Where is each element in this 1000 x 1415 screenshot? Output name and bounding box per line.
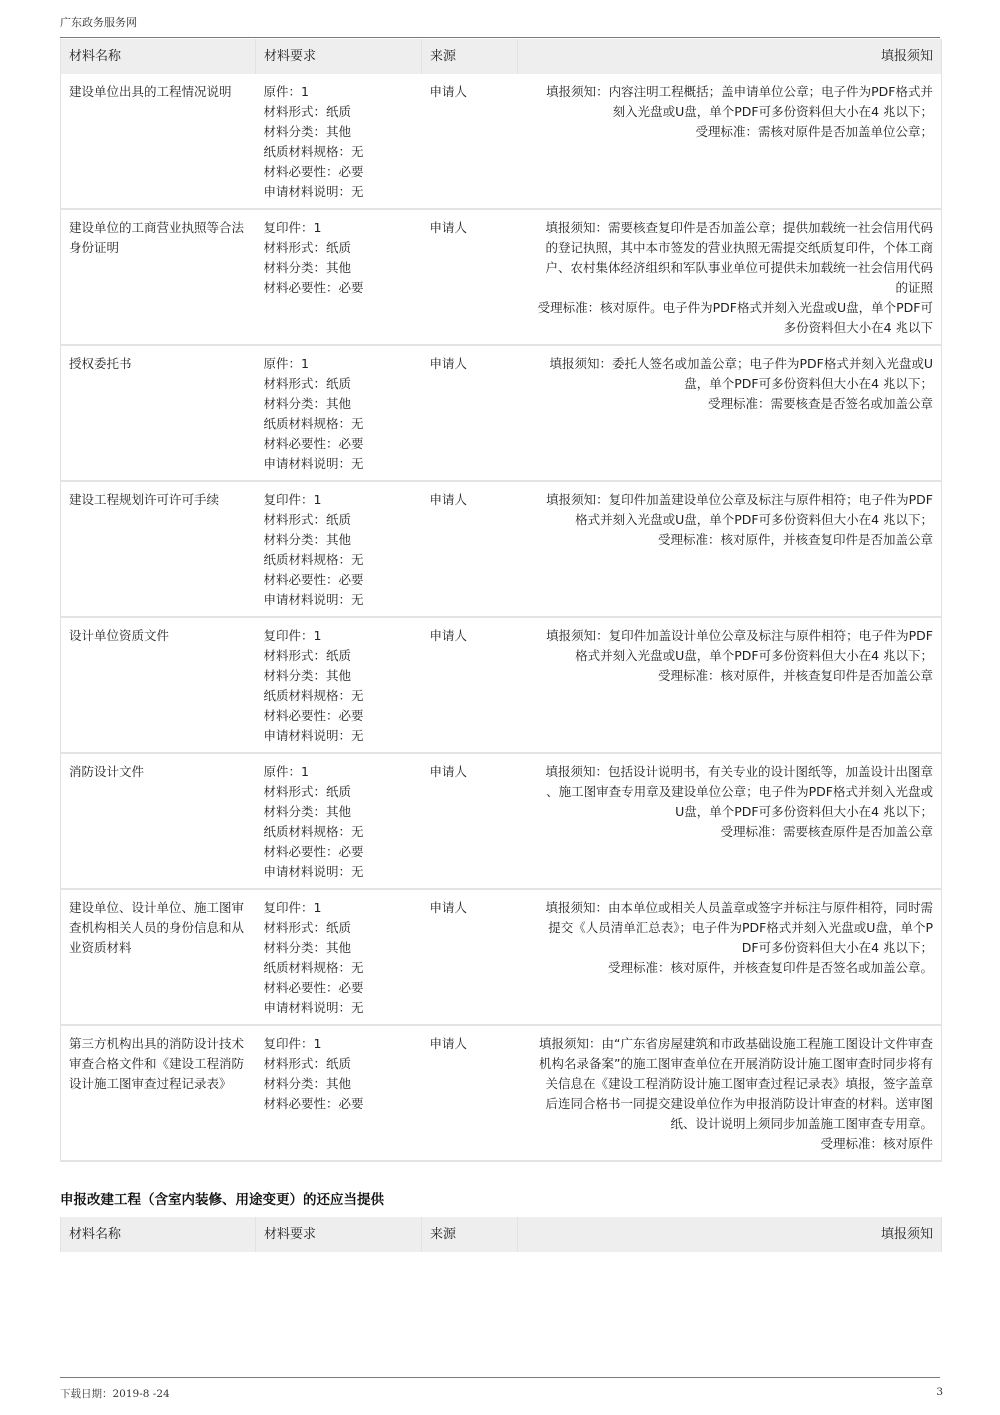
requirement-line: 复印件：1	[263, 220, 322, 235]
material-name: 建设单位的工商营业执照等合法身份证明	[61, 209, 256, 345]
material-name: 授权委托书	[61, 345, 256, 481]
notice-line: 机构名录备案”的施工图审查单位在开展消防设计施工图审查时同步将有	[539, 1056, 933, 1071]
requirement-line: 原件：1	[263, 764, 309, 779]
requirement-line: 材料分类：其他	[263, 124, 352, 139]
notice-line: 受理标准：核对原件。电子件为PDF格式并刻入光盘或U盘，单个PDF可	[537, 300, 933, 315]
notice-line: 的登记执照，其中本市签发的营业执照无需提交纸质复印件，个体工商	[545, 240, 933, 255]
notice-line: 后连同合格书一同提交建设单位作为申报消防设计审查的材料。送审图	[545, 1096, 933, 1111]
table-row	[61, 481, 942, 617]
requirement-line: 材料分类：其他	[263, 940, 352, 955]
notice-line: 填报须知：委托人签名或加盖公章；电子件为PDF格式并刻入光盘或U	[549, 356, 933, 371]
requirement-line: 申请材料说明：无	[263, 1000, 364, 1015]
notice-line: 盘，单个PDF可多份资料但大小在4 兆以下；	[684, 376, 933, 391]
requirement-line: 申请材料说明：无	[263, 592, 364, 607]
requirement-line: 材料分类：其他	[263, 668, 352, 683]
notice-line: 的证照	[895, 280, 933, 295]
notice-line: 填报须知：包括设计说明书，有关专业的设计图纸等，加盖设计出图章	[545, 764, 933, 779]
notice-line: 受理标准：需核对原件是否加盖单位公章；	[695, 124, 933, 139]
requirement-line: 申请材料说明：无	[263, 184, 364, 199]
requirement-line: 纸质材料规格：无	[263, 824, 364, 839]
notice-line: 关信息在《建设工程消防设计施工图审查过程记录表》填报，签字盖章	[545, 1076, 933, 1091]
requirement-line: 材料分类：其他	[263, 1076, 352, 1091]
section-title: 申报改建工程（含室内装修、用途变更）的还应当提供	[60, 1192, 384, 1208]
page-number: 3	[936, 1386, 943, 1398]
requirement-line: 材料分类：其他	[263, 260, 352, 275]
col-header-source: 来源	[422, 1217, 518, 1252]
material-source: 申请人	[422, 481, 518, 617]
site-name: 广东政务服务网	[60, 16, 137, 29]
requirement-line: 材料形式：纸质	[263, 376, 352, 391]
requirement-line: 复印件：1	[263, 900, 322, 915]
requirement-line: 材料形式：纸质	[263, 648, 352, 663]
material-source: 申请人	[422, 74, 518, 209]
requirement-line: 材料分类：其他	[263, 532, 352, 547]
requirement-line: 材料分类：其他	[263, 804, 352, 819]
col-header-name: 材料名称	[61, 1217, 256, 1252]
notice-line: 受理标准：需要核查是否签名或加盖公章	[707, 396, 933, 411]
table-row	[61, 74, 942, 209]
material-name: 建设单位、设计单位、施工图审查机构相关人员的身份信息和从业资质材料	[61, 889, 256, 1025]
requirement-line: 纸质材料规格：无	[263, 960, 364, 975]
footer-divider	[60, 1377, 940, 1378]
requirement-line: 纸质材料规格：无	[263, 552, 364, 567]
col-header-notice: 填报须知	[518, 1217, 942, 1252]
notice-line: 填报须知：由“广东省房屋建筑和市政基础设施工程施工图设计文件审查	[539, 1036, 933, 1051]
material-notice	[518, 481, 942, 617]
requirement-line: 材料必要性：必要	[263, 436, 364, 451]
requirement-line: 材料形式：纸质	[263, 1056, 352, 1071]
requirement-line: 申请材料说明：无	[263, 864, 364, 879]
requirement-line: 材料形式：纸质	[263, 784, 352, 799]
notice-line: U盘，单个PDF可多份资料但大小在4 兆以下；	[675, 804, 933, 819]
material-requirements	[256, 209, 422, 345]
notice-line: 受理标准：核对原件	[820, 1136, 933, 1151]
col-header-requirement: 材料要求	[256, 39, 422, 74]
material-requirements	[256, 345, 422, 481]
notice-line: 纸、设计说明上须同步加盖施工图审查专用章。	[670, 1116, 933, 1131]
requirement-line: 材料形式：纸质	[263, 240, 352, 255]
notice-line: 填报须知：由本单位或相关人员盖章或签字并标注与原件相符，同时需	[545, 900, 933, 915]
material-name: 第三方机构出具的消防设计技术审查合格文件和《建设工程消防设计施工图审查过程记录表》	[61, 1025, 256, 1161]
material-source: 申请人	[422, 1025, 518, 1161]
notice-line: 受理标准：需要核查原件是否加盖公章	[720, 824, 933, 839]
materials-table-body	[61, 74, 942, 1161]
material-source: 申请人	[422, 889, 518, 1025]
requirement-line: 材料形式：纸质	[263, 512, 352, 527]
requirement-line: 材料形式：纸质	[263, 104, 352, 119]
material-source: 申请人	[422, 209, 518, 345]
col-header-requirement: 材料要求	[256, 1217, 422, 1252]
material-notice	[518, 753, 942, 889]
notice-line: 受理标准：核对原件，并核查复印件是否签名或加盖公章。	[607, 960, 933, 975]
requirement-line: 复印件：1	[263, 628, 322, 643]
requirement-line: 复印件：1	[263, 1036, 322, 1051]
notice-line: 填报须知：内容注明工程概括；盖申请单位公章；电子件为PDF格式并	[546, 84, 933, 99]
material-requirements	[256, 753, 422, 889]
notice-line: 户、农村集体经济组织和军队事业单位可提供未加载统一社会信用代码	[545, 260, 933, 275]
notice-line: 刻入光盘或U盘，单个PDF可多份资料但大小在4 兆以下；	[612, 104, 933, 119]
materials-table	[60, 39, 942, 1162]
requirement-line: 原件：1	[263, 84, 309, 99]
notice-line: DF可多份资料但大小在4 兆以下；	[741, 940, 933, 955]
material-name: 建设单位出具的工程情况说明	[61, 74, 256, 209]
col-header-notice: 填报须知	[518, 39, 942, 74]
requirement-line: 材料必要性：必要	[263, 280, 364, 295]
requirement-line: 纸质材料规格：无	[263, 416, 364, 431]
table-header-row	[61, 39, 942, 74]
requirement-line: 材料分类：其他	[263, 396, 352, 411]
table-row	[61, 1025, 942, 1161]
material-notice	[518, 617, 942, 753]
notice-line: 格式并刻入光盘或U盘，单个PDF可多份资料但大小在4 兆以下；	[575, 648, 933, 663]
table-row	[61, 889, 942, 1025]
requirement-line: 材料必要性：必要	[263, 572, 364, 587]
table-row	[61, 617, 942, 753]
requirement-line: 复印件：1	[263, 492, 322, 507]
notice-line: 填报须知：复印件加盖建设单位公章及标注与原件相符；电子件为PDF	[546, 492, 933, 507]
material-notice	[518, 1025, 942, 1161]
material-source: 申请人	[422, 753, 518, 889]
notice-line: 格式并刻入光盘或U盘，单个PDF可多份资料但大小在4 兆以下；	[575, 512, 933, 527]
header-divider	[60, 37, 940, 38]
material-name: 建设工程规划许可许可手续	[61, 481, 256, 617]
requirement-line: 材料必要性：必要	[263, 164, 364, 179]
requirement-line: 材料形式：纸质	[263, 920, 352, 935]
material-notice	[518, 345, 942, 481]
table-row	[61, 345, 942, 481]
material-name: 设计单位资质文件	[61, 617, 256, 753]
material-notice	[518, 209, 942, 345]
col-header-source: 来源	[422, 39, 518, 74]
requirement-line: 纸质材料规格：无	[263, 688, 364, 703]
renovation-materials-table	[60, 1217, 942, 1252]
material-requirements	[256, 1025, 422, 1161]
requirement-line: 材料必要性：必要	[263, 980, 364, 995]
table-header-row	[61, 1217, 942, 1252]
requirement-line: 材料必要性：必要	[263, 1096, 364, 1111]
material-requirements	[256, 889, 422, 1025]
requirement-line: 原件：1	[263, 356, 309, 371]
table-row	[61, 753, 942, 889]
material-source: 申请人	[422, 617, 518, 753]
requirement-line: 材料必要性：必要	[263, 708, 364, 723]
notice-line: 多份资料但大小在4 兆以下	[783, 320, 933, 335]
download-date: 下载日期：2019-8 -24	[60, 1388, 170, 1400]
notice-line: 填报须知：需要核查复印件是否加盖公章；提供加载统一社会信用代码	[545, 220, 933, 235]
material-notice	[518, 74, 942, 209]
requirement-line: 材料必要性：必要	[263, 844, 364, 859]
notice-line: 、施工图审查专用章及建设单位公章；电子件为PDF格式并刻入光盘或	[546, 784, 933, 799]
material-requirements	[256, 617, 422, 753]
material-notice	[518, 889, 942, 1025]
table-row	[61, 209, 942, 345]
requirement-line: 申请材料说明：无	[263, 456, 364, 471]
material-name: 消防设计文件	[61, 753, 256, 889]
notice-line: 填报须知：复印件加盖设计单位公章及标注与原件相符；电子件为PDF	[546, 628, 933, 643]
requirement-line: 申请材料说明：无	[263, 728, 364, 743]
notice-line: 提交《人员清单汇总表》；电子件为PDF格式并刻入光盘或U盘，单个P	[548, 920, 933, 935]
notice-line: 受理标准：核对原件，并核查复印件是否加盖公章	[657, 532, 933, 547]
material-requirements	[256, 74, 422, 209]
notice-line: 受理标准：核对原件，并核查复印件是否加盖公章	[657, 668, 933, 683]
requirement-line: 纸质材料规格：无	[263, 144, 364, 159]
col-header-name: 材料名称	[61, 39, 256, 74]
material-source: 申请人	[422, 345, 518, 481]
material-requirements	[256, 481, 422, 617]
